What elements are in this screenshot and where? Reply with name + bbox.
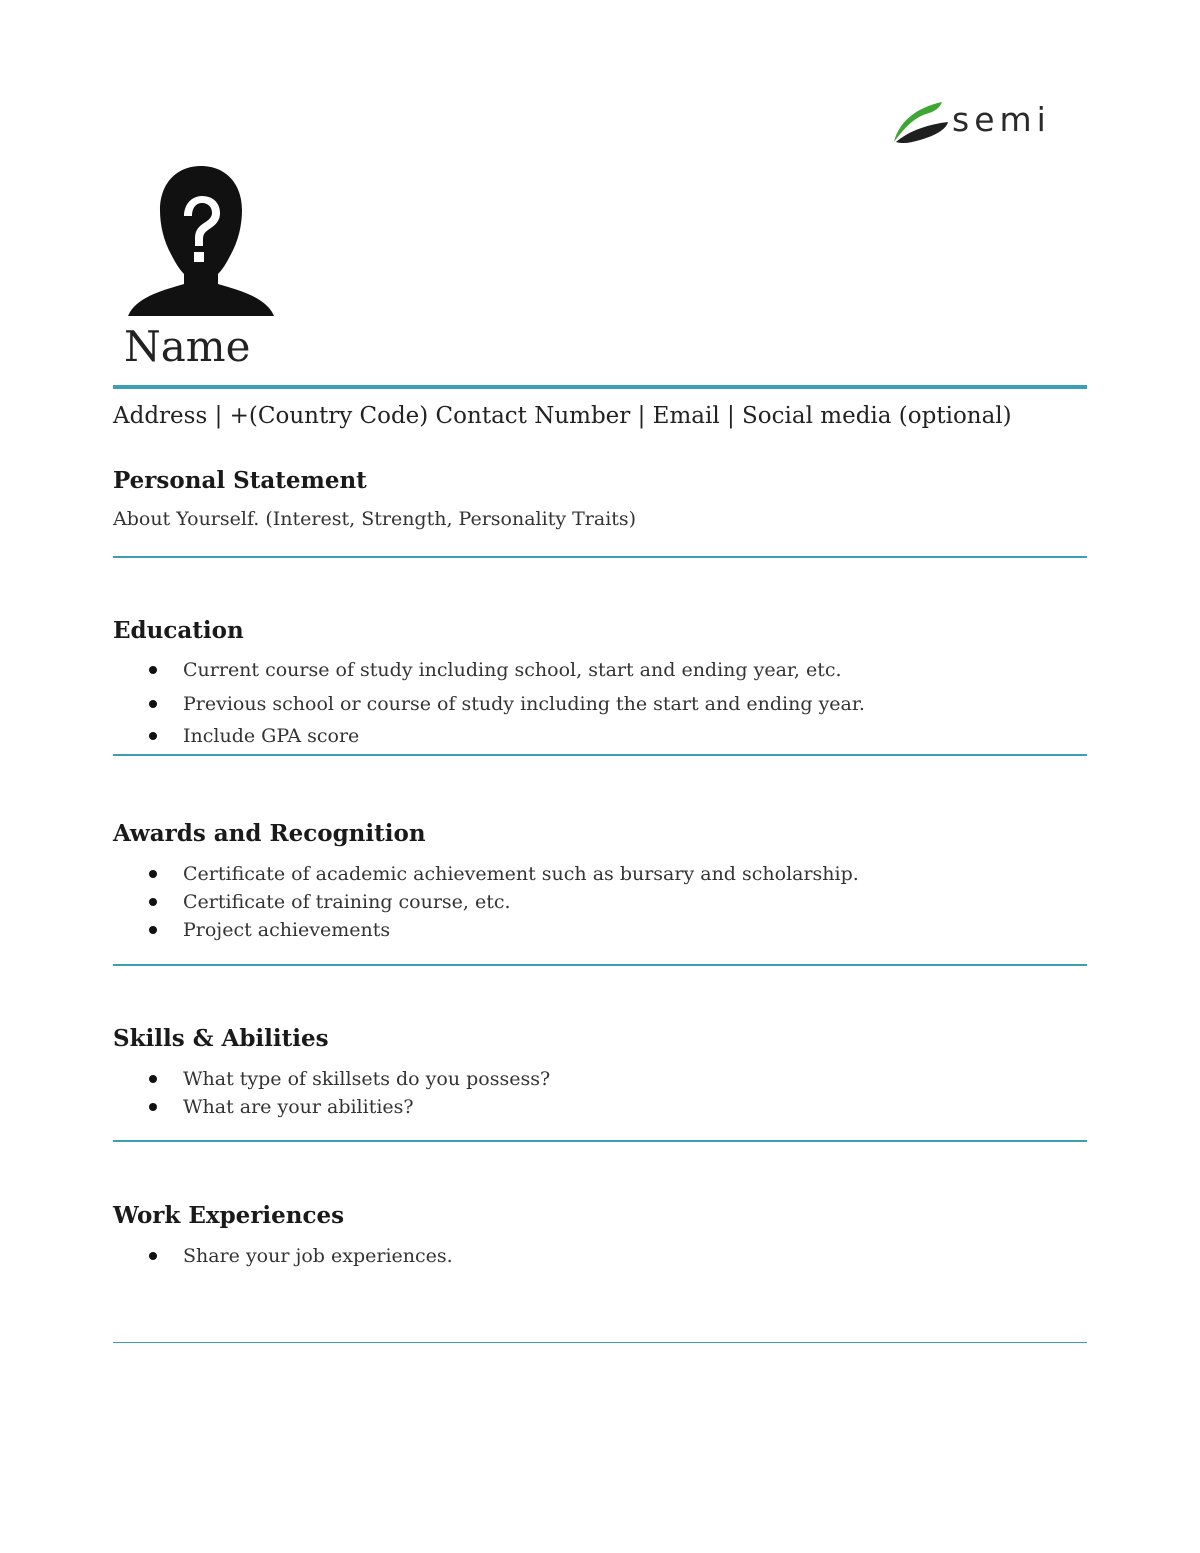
section-divider <box>113 754 1087 756</box>
candidate-name: Name <box>124 322 251 371</box>
bullet-icon <box>149 1075 157 1083</box>
bullet-icon <box>149 700 157 708</box>
bullet-icon <box>149 870 157 878</box>
list-item: What are your abilities? <box>145 1094 550 1120</box>
bullet-icon <box>149 926 157 934</box>
semi-logo <box>890 98 1080 152</box>
section-divider <box>113 1140 1087 1142</box>
list-item: Certificate of academic achievement such as bursary and scholarship. <box>145 861 859 889</box>
list-item: What type of skillsets do you possess? <box>145 1066 550 1094</box>
unknown-person-icon <box>124 164 278 318</box>
awards-list <box>145 861 859 943</box>
work-list <box>145 1243 453 1269</box>
logo-wordmark: semi <box>952 100 1051 139</box>
section-divider <box>113 964 1087 966</box>
bullet-icon <box>149 1252 157 1260</box>
bullet-icon <box>149 898 157 906</box>
bullet-icon <box>149 732 157 740</box>
header-divider <box>113 385 1087 389</box>
work-heading: Work Experiences <box>113 1202 345 1229</box>
skills-list <box>145 1066 550 1120</box>
semi-swoosh-icon <box>890 98 950 148</box>
list-item: Previous school or course of study including the start and ending year. <box>145 691 865 723</box>
bullet-icon <box>149 1103 157 1111</box>
list-item: Project achievements <box>145 917 859 943</box>
section-divider <box>113 1342 1087 1343</box>
education-list <box>145 657 865 749</box>
bullet-icon <box>149 666 157 674</box>
list-item: Share your job experiences. <box>145 1243 453 1269</box>
education-heading: Education <box>113 617 244 644</box>
contact-line: Address | +(Country Code) Contact Number | Email | Social media (optional) <box>113 403 1012 429</box>
list-item: Include GPA score <box>145 723 865 749</box>
profile-photo-placeholder <box>124 164 278 318</box>
personal-statement-heading: Personal Statement <box>113 467 367 494</box>
list-item: Current course of study including school, start and ending year, etc. <box>145 657 865 691</box>
awards-heading: Awards and Recognition <box>113 820 426 847</box>
section-divider <box>113 556 1087 558</box>
personal-statement-text: About Yourself. (Interest, Strength, Personality Traits) <box>113 508 637 530</box>
skills-heading: Skills & Abilities <box>113 1025 329 1052</box>
list-item: Certificate of training course, etc. <box>145 889 859 917</box>
